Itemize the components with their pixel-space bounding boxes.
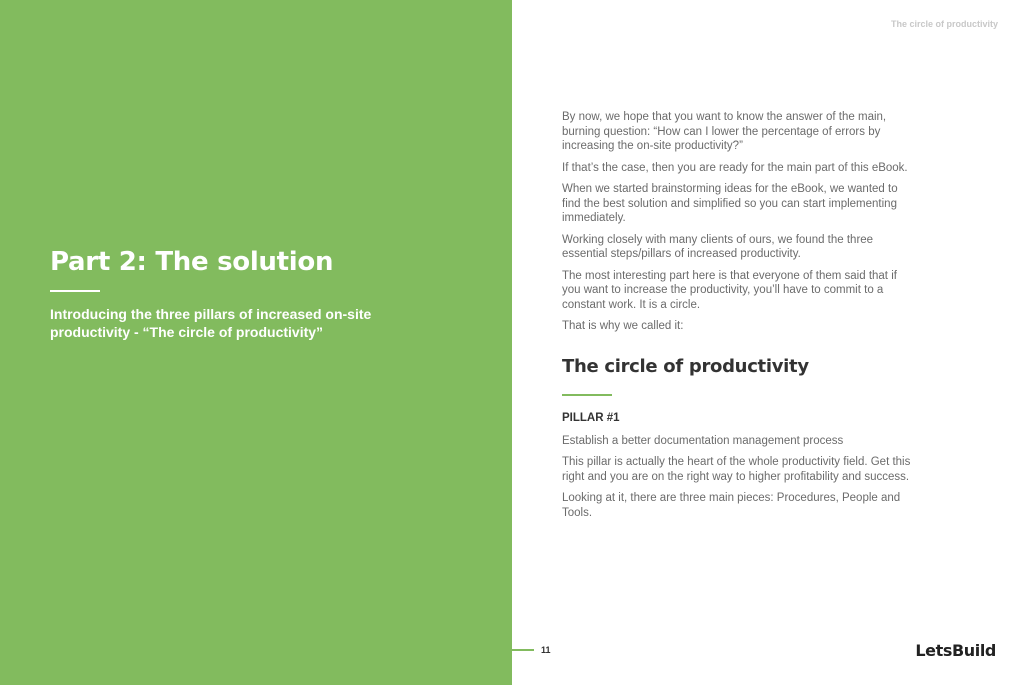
section-title: The circle of productivity [562, 355, 809, 377]
body-paragraph-1: By now, we hope that you want to know the answer of the main, burning question: “How can I lower the percentage of errors by increasing the on-site productivity?” [562, 111, 887, 152]
section-divider [562, 394, 612, 396]
body-paragraph-2: If that’s the case, then you are ready for the main part of this eBook. [562, 161, 908, 174]
letsbuild-logo: LetsBuild [915, 641, 996, 660]
body-paragraph-4: Working closely with many clients of ours, we found the three essential steps/pillars of increased productivity. [562, 233, 874, 260]
part-title: Part 2: The solution [50, 247, 334, 277]
pillar-paragraph-3: Looking at it, there are three main pieces: Procedures, People and Tools. [562, 492, 901, 519]
footer-divider [512, 649, 534, 651]
pillar-paragraph-2: This pillar is actually the heart of the whole productivity field. Get this right and you are on the right way to higher profitability and success. [562, 456, 911, 483]
title-divider [50, 290, 100, 292]
right-page-body [562, 110, 914, 527]
body-paragraph-6: That is why we called it: [562, 320, 684, 332]
body-paragraph-5: The most interesting part here is that everyone of them said that if you want to increase the productivity, you’ll have to commit to a constant work. It is a circle. [562, 269, 897, 311]
page-number: 11 [541, 645, 551, 655]
body-paragraph-3: When we started brainstorming ideas for the eBook, we wanted to find the best solution and simplified so you can start implementing immediately. [562, 183, 898, 224]
part-subtitle: Introducing the three pillars of increased on-site productivity - “The circle of productivity” [50, 306, 372, 340]
pillar-paragraph-1: Establish a better documentation management process [562, 434, 844, 447]
pillar-label: PILLAR #1 [562, 411, 620, 424]
running-header: The circle of productivity [890, 19, 998, 29]
